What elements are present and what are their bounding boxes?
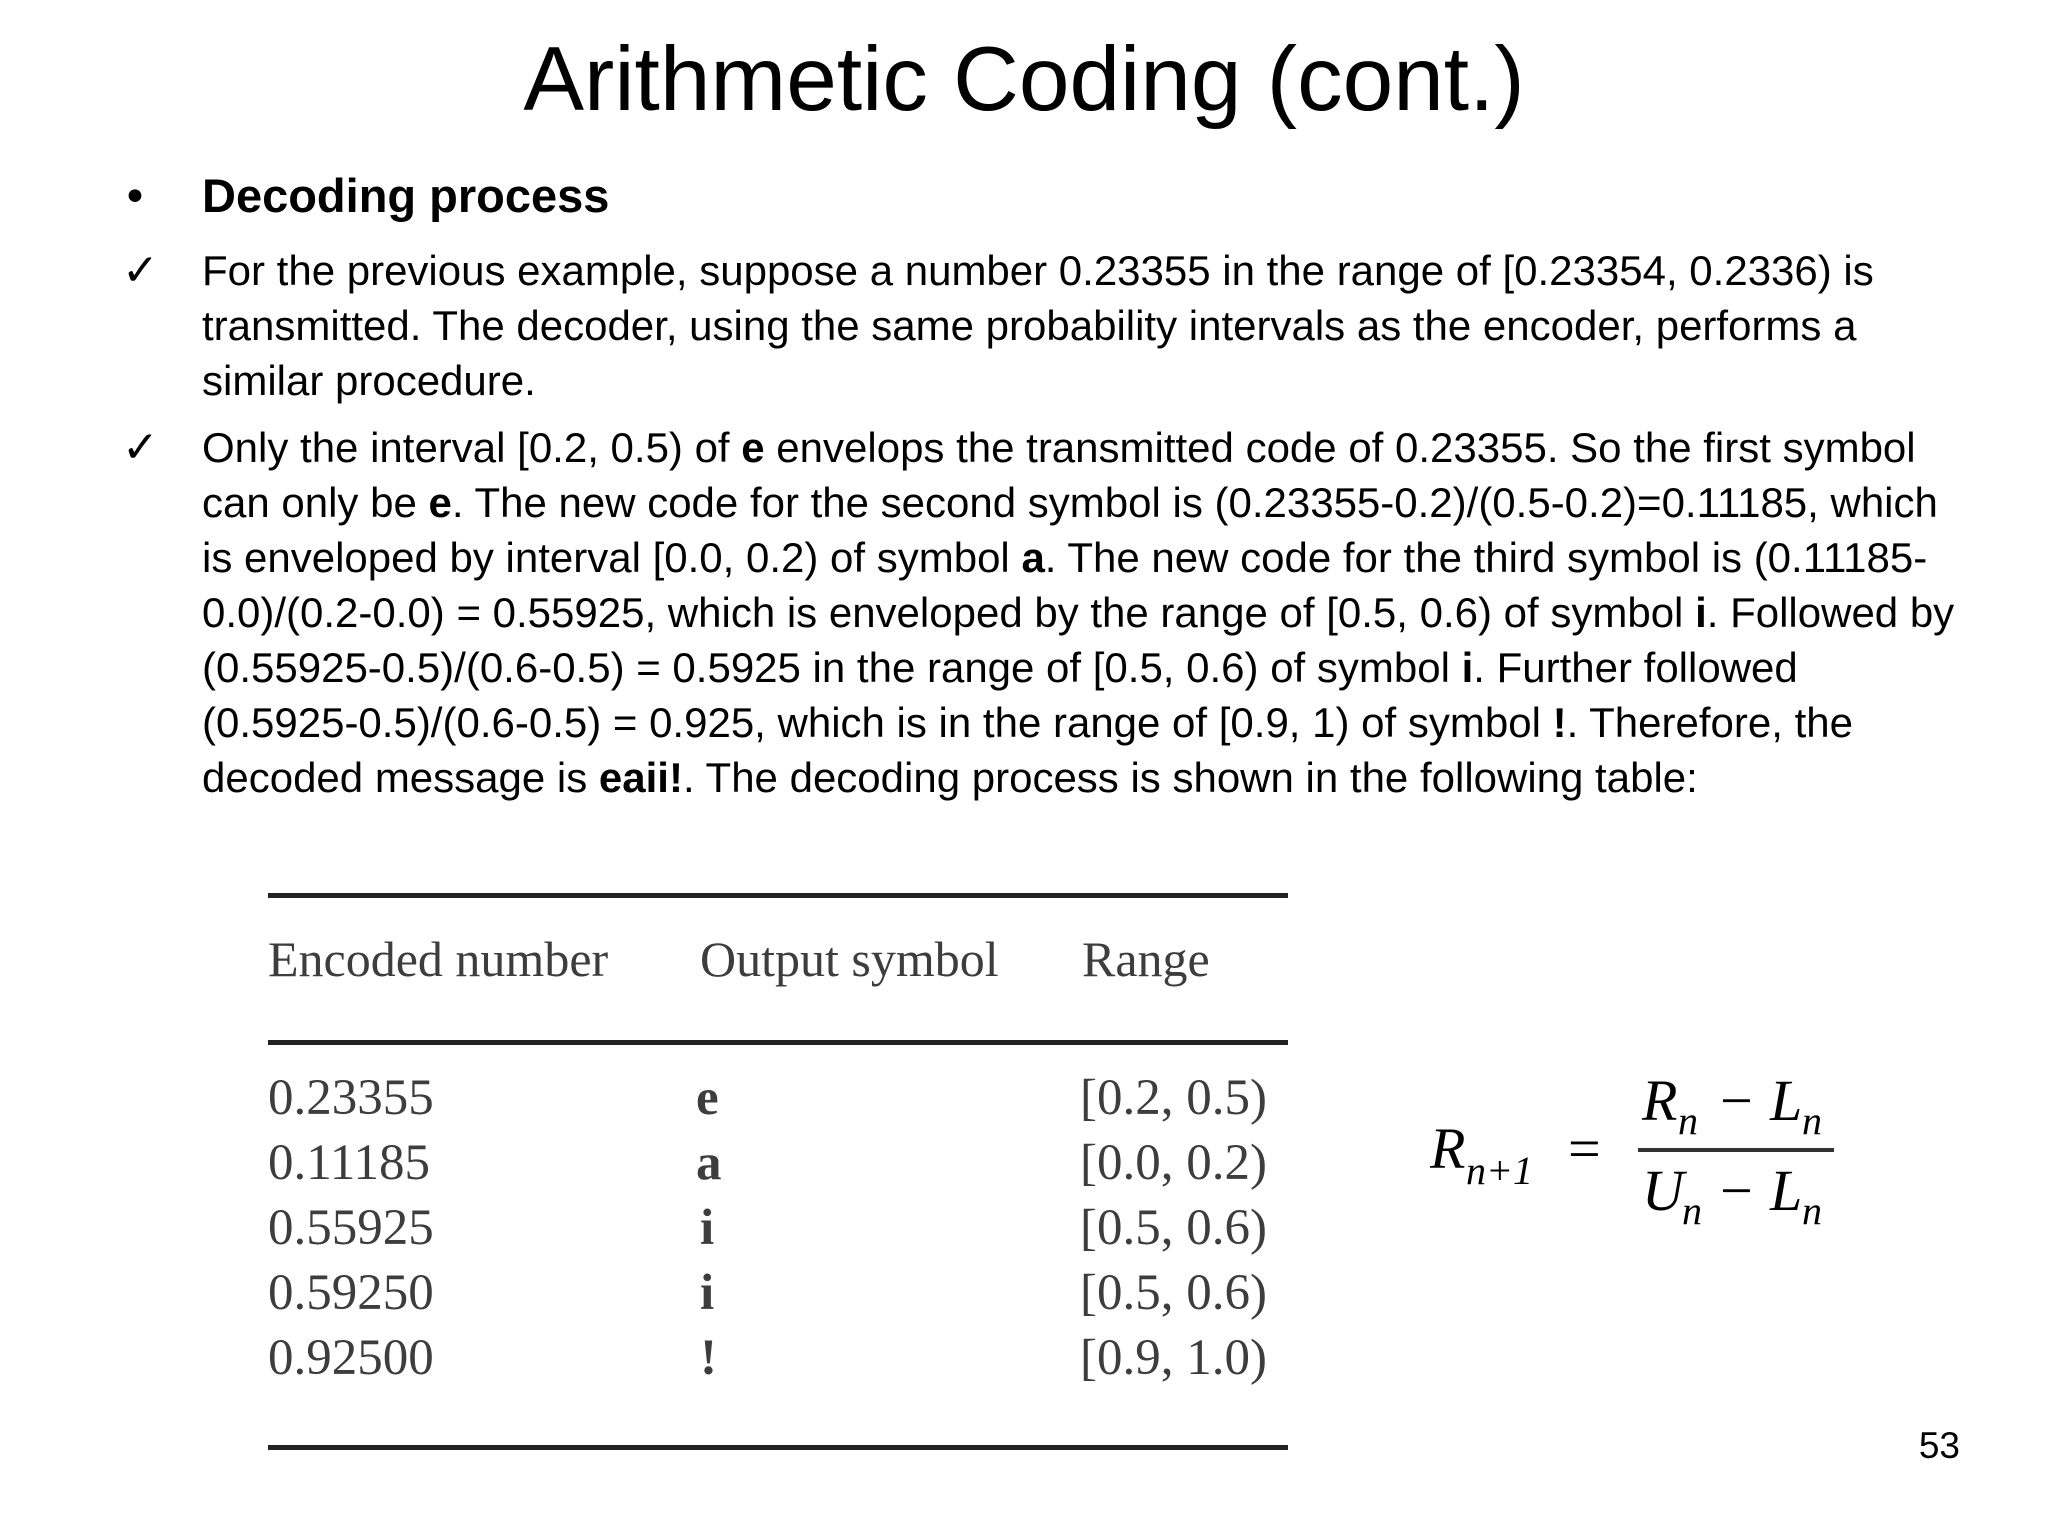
bullet-dot-icon: • <box>122 172 148 223</box>
cell-encoded-number: 0.55925 <box>268 1200 434 1256</box>
svg-text:L: L <box>1770 1158 1803 1223</box>
cell-encoded-number: 0.11185 <box>268 1135 430 1191</box>
cell-range: [0.2, 0.5) <box>1080 1070 1267 1126</box>
cell-encoded-number: 0.23355 <box>268 1070 434 1126</box>
header-range: Range <box>1082 931 1210 987</box>
cell-output-symbol: e <box>696 1070 719 1126</box>
table-bottom-rule <box>268 1445 1288 1450</box>
svg-text:n: n <box>1682 1188 1702 1233</box>
cell-output-symbol: a <box>696 1135 722 1191</box>
cell-range: [0.9, 1.0) <box>1080 1330 1267 1386</box>
decoding-table <box>268 893 1288 1458</box>
formula-lhs-subscript: n+1 <box>1466 1148 1533 1193</box>
bold-symbol: a <box>1021 534 1045 581</box>
paragraph-2 <box>202 420 1962 805</box>
table-top-rule <box>268 893 1288 898</box>
formula-lhs: R <box>1430 1116 1466 1181</box>
svg-text:−: − <box>1720 1068 1753 1133</box>
section-heading: Decoding process <box>202 169 610 222</box>
cell-range: [0.5, 0.6) <box>1080 1265 1267 1321</box>
svg-text:R: R <box>1642 1068 1678 1133</box>
text-segment: envelops the transmitted code of 0.23355. So the first symbol can only be <box>202 424 1916 526</box>
checkmark-icon: ✓ <box>122 422 159 473</box>
table-header-rule <box>268 1040 1288 1045</box>
cell-encoded-number: 0.59250 <box>268 1265 434 1321</box>
svg-text:−: − <box>1720 1158 1753 1223</box>
slide-title: Arithmetic Coding (cont.) <box>523 29 1525 130</box>
bold-symbol: e <box>741 424 765 471</box>
text-segment: . Further followed (0.5925-0.5)/(0.6-0.5) = 0.925, which is in the range of [0.9, 1) of symbol <box>202 644 1798 746</box>
cell-range: [0.0, 0.2) <box>1080 1135 1267 1191</box>
text-segment: . The new code for the third symbol is (0.11185-0.0)/(0.2-0.0) = 0.55925, which is enveloped by the range of [0.5, 0.6) of symbol <box>202 534 1928 636</box>
paragraph-1: For the previous example, suppose a number 0.23355 in the range of [0.23354, 0.2336) is transmitted. The decoder, using the same probability intervals as the encoder, performs a similar procedure. <box>202 247 1874 404</box>
header-encoded-number: Encoded number <box>268 931 609 987</box>
bold-symbol: ! <box>1552 699 1567 746</box>
cell-output-symbol: ! <box>700 1330 717 1386</box>
text-segment: . The decoding process is shown in the following table: <box>682 754 1698 801</box>
svg-text:L: L <box>1770 1068 1803 1133</box>
svg-text:n: n <box>1802 1098 1822 1143</box>
cell-output-symbol: i <box>700 1200 715 1256</box>
checkmark-icon: ✓ <box>122 245 159 296</box>
svg-text:n: n <box>1678 1098 1698 1143</box>
svg-text:U: U <box>1642 1158 1684 1223</box>
page-number: 53 <box>1918 1425 1960 1466</box>
svg-text:n: n <box>1802 1188 1822 1233</box>
bold-symbol: i <box>1695 589 1707 636</box>
text-segment: . Therefore, the decoded message is <box>202 699 1853 801</box>
header-output-symbol: Output symbol <box>700 931 999 987</box>
bold-symbol: eaii! <box>598 754 683 801</box>
text-segment: . The new code for the second symbol is (0.23355-0.2)/(0.5-0.2)=0.11185, which is enveloped by interval [0.0, 0.2) of symbol <box>202 479 1938 581</box>
formula-equals: = <box>1568 1116 1601 1181</box>
formula-denominator <box>1642 1158 1822 1233</box>
formula-fraction-bar <box>1638 1148 1834 1152</box>
bold-symbol: i <box>1461 644 1474 691</box>
cell-encoded-number: 0.92500 <box>268 1330 434 1386</box>
cell-output-symbol: i <box>700 1265 715 1321</box>
text-segment: Only the interval [0.2, 0.5) of <box>202 424 742 471</box>
range-update-formula <box>1430 1060 1880 1240</box>
formula-numerator <box>1641 1068 1822 1143</box>
bold-symbol: e <box>428 479 452 526</box>
text-segment: . Followed by (0.55925-0.5)/(0.6-0.5) = 0.5925 in the range of [0.5, 0.6) of symbol <box>202 589 1955 691</box>
cell-range: [0.5, 0.6) <box>1080 1200 1267 1256</box>
